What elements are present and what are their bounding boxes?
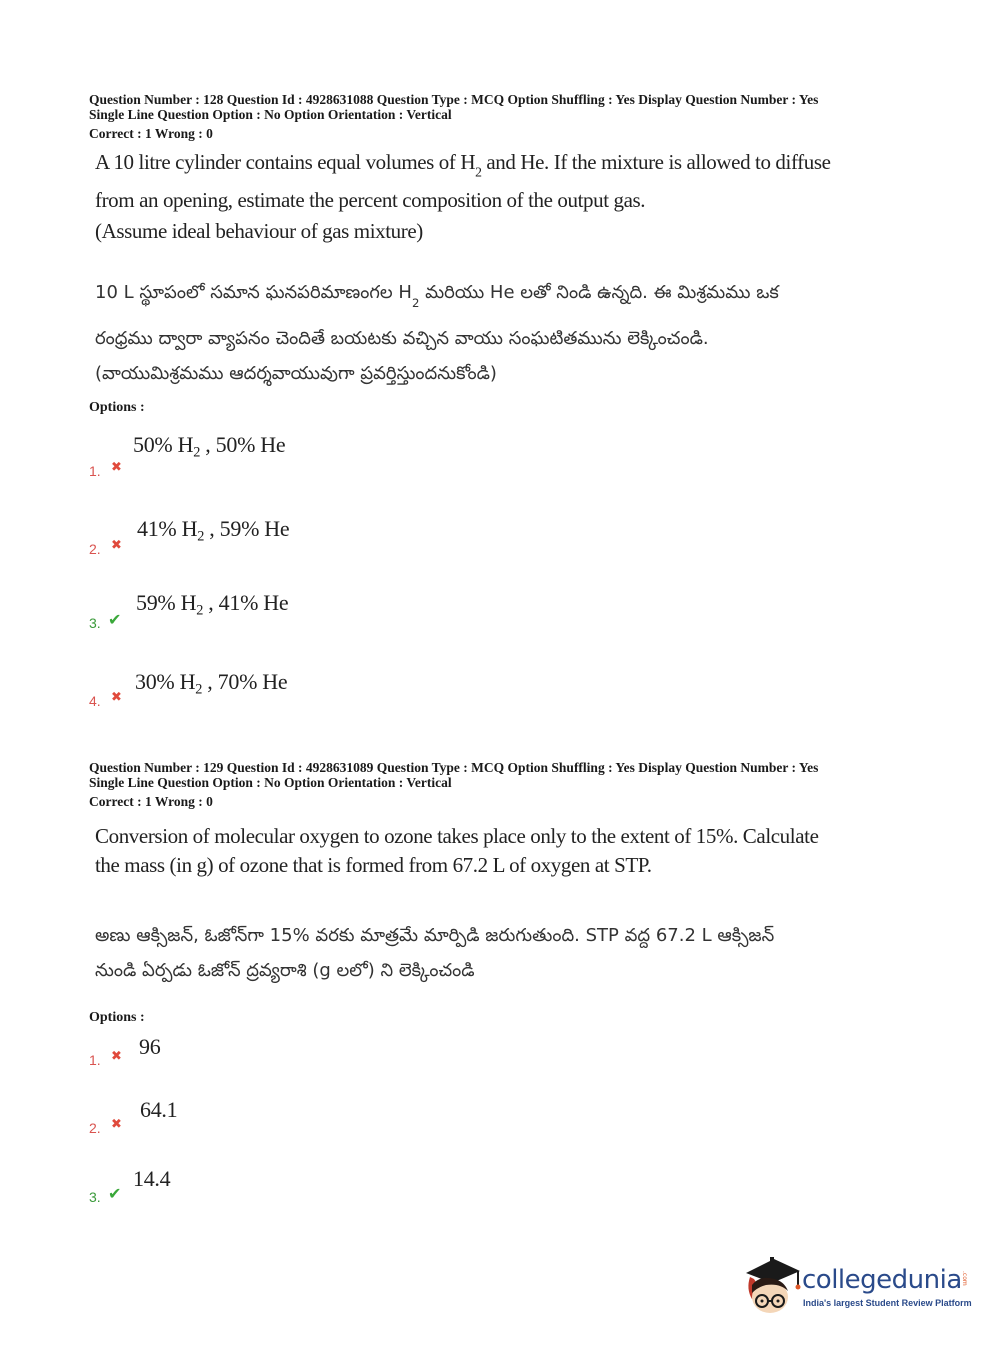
q128-en-line2: from an opening, estimate the percent composition of the output gas. bbox=[95, 188, 646, 213]
wrong-mark-icon: ✖ bbox=[111, 1117, 122, 1132]
q129-option2-number: 2. bbox=[89, 1120, 101, 1136]
q128-english-text bbox=[95, 148, 831, 246]
q128-en-line3: (Assume ideal behaviour of gas mixture) bbox=[95, 219, 423, 244]
q128-option2-text: 41% $H_2$ , 59% He bbox=[137, 516, 290, 545]
q129-en-line1: Conversion of molecular oxygen to ozone takes place only to the extent of 15%. Calculate bbox=[95, 824, 819, 848]
wrong-mark-icon: ✖ bbox=[111, 1049, 122, 1064]
correct-check-icon: ✔ bbox=[108, 610, 122, 629]
q128-te-line2: రంధ్రము ద్వారా వ్యాపనం చెందితే బయటకు వచ్చిన వాయు సంఘటితమును లెక్కించండి. bbox=[95, 327, 709, 349]
q128-option1-text: 50% $H_2$ , 50% He bbox=[133, 432, 286, 461]
q128-option3-number: 3. bbox=[89, 615, 101, 631]
collegedunia-logo bbox=[740, 1247, 970, 1327]
q129-options-label: Options : bbox=[89, 1010, 145, 1025]
q128-meta-line3: Correct : 1 Wrong : 0 bbox=[89, 126, 213, 141]
q129-option2-text: 64.1 bbox=[140, 1097, 178, 1122]
q128-options-label: Options : bbox=[89, 400, 145, 415]
q129-option1-number: 1. bbox=[89, 1052, 101, 1068]
q129-meta-line1: Question Number : 129 Question Id : 4928631089 Question Type : MCQ Option Shuffling : Yes Display Question Number : Yes bbox=[89, 760, 819, 775]
q128-en-line1: A 10 litre cylinder contains equal volumes of $H_2$ and He. If the mixture is allowed to diffuse bbox=[95, 150, 831, 180]
q128-te-line3: (వాయుమిశ్రమము ఆదర్శవాయువుగా ప్రవర్తిస్తుందనుకోండి) bbox=[95, 362, 497, 384]
q129-meta-line3: Correct : 1 Wrong : 0 bbox=[89, 794, 213, 809]
q128-option2-number: 2. bbox=[89, 541, 101, 557]
q128-te-line1: 10 L స్థూపంలో సమాన ఘనపరిమాణంగల $H_2$ మరియు He లతో నిండి ఉన్నది. ఈ మిశ్రమము ఒక bbox=[95, 282, 779, 310]
q128-option4-text: 30% $H_2$ , 70% He bbox=[135, 669, 288, 698]
q128-meta-line2: Single Line Question Option : No Option Orientation : Vertical bbox=[89, 107, 452, 122]
wrong-mark-icon: ✖ bbox=[111, 690, 122, 705]
logo-dotcom: .com bbox=[961, 1271, 968, 1286]
wrong-mark-icon: ✖ bbox=[111, 538, 122, 553]
correct-check-icon: ✔ bbox=[108, 1184, 122, 1203]
q129-telugu-text bbox=[95, 918, 774, 988]
q128-option4-number: 4. bbox=[89, 693, 101, 709]
q129-option3-text: 14.4 bbox=[133, 1166, 171, 1191]
q129-option3-number: 3. bbox=[89, 1189, 101, 1205]
q128-telugu-text bbox=[95, 275, 779, 391]
mascot-graduate-icon bbox=[740, 1251, 804, 1319]
logo-tagline: India's largest Student Review Platform bbox=[803, 1298, 972, 1308]
q129-option1-text: 96 bbox=[139, 1034, 161, 1059]
q128-option1-number: 1. bbox=[89, 463, 101, 479]
q129-english-text bbox=[95, 822, 819, 880]
q128-option3-text: 59% $H_2$ , 41% He bbox=[136, 590, 289, 619]
q129-meta-line2: Single Line Question Option : No Option Orientation : Vertical bbox=[89, 775, 452, 790]
q129-metadata bbox=[89, 760, 818, 809]
logo-wordmark: collegedunia bbox=[802, 1265, 962, 1295]
q128-metadata bbox=[89, 92, 818, 141]
q129-en-line2: the mass (in g) of ozone that is formed from 67.2 L of oxygen at STP. bbox=[95, 853, 652, 877]
q129-te-line1: అణు ఆక్సిజన్, ఓజోన్‌గా 15% వరకు మాత్రమే మార్పిడి జరుగుతుంది. STP వద్ద 67.2 L ఆక్సిజన్ bbox=[95, 925, 775, 946]
q129-te-line2: నుండి ఏర్పడు ఓజోన్ ద్రవ్యరాశి (g లలో) ని లెక్కించండి bbox=[95, 960, 475, 981]
wrong-mark-icon: ✖ bbox=[111, 460, 122, 475]
q128-meta-line1: Question Number : 128 Question Id : 4928631088 Question Type : MCQ Option Shuffling : Yes Display Question Number : Yes bbox=[89, 92, 819, 107]
